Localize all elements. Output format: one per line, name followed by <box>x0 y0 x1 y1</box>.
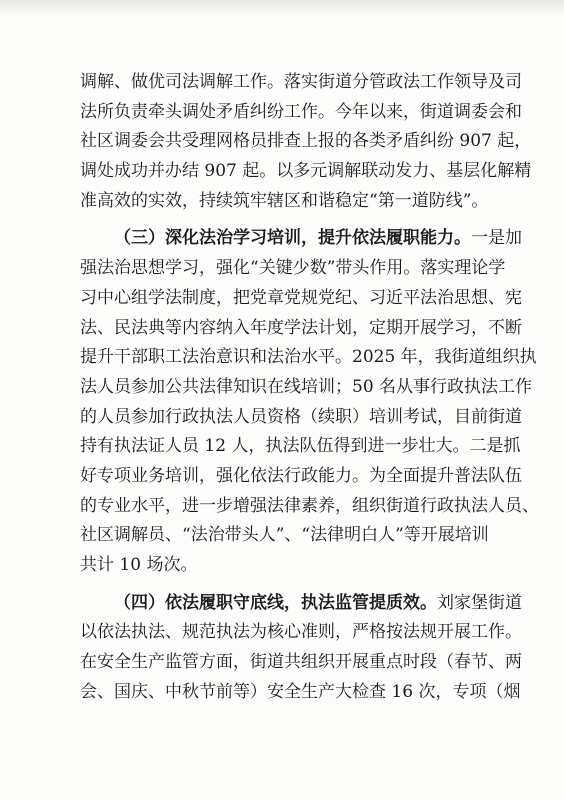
paragraph-1-line: 准高效的实效，持续筑牢辖区和谐稳定“第一道防线”。 <box>80 190 489 211</box>
paragraph-1-line: 调解、做优司法调解工作。落实街道分管政法工作领导及司 <box>80 72 522 92</box>
paragraph-1-line: 社区调委会共受理网格员排查上报的各类矛盾纠纷 907 起， <box>80 131 532 152</box>
paragraph-2-line: 好专项业务培训，强化依法行政能力。为全面提升普法队伍 <box>80 465 522 486</box>
paragraph-1-line: 调处成功并办结 907 起。以多元调解联动发力、基层化解精 <box>80 161 532 182</box>
paragraph-2-line: 法人员参加公共法律知识在线培训；50 名从事行政执法工作 <box>80 376 533 397</box>
section-heading-4: （四）依法履职守底线，执法监管提质效。 <box>114 592 437 613</box>
paragraph-3-line: 会、国庆、中秋节前等）安全生产大检查 16 次，专项（烟 <box>80 681 521 702</box>
paragraph-2-line: 的专业水平，进一步增强法律素养，组织街道行政执法人员、 <box>80 495 539 516</box>
paragraph-2-first-line: （三）深化法治学习培训，提升依法履职能力。一是加 <box>114 228 522 249</box>
page-top-shadow <box>0 0 564 18</box>
paragraph-3-first-line: （四）依法履职守底线，执法监管提质效。刘家堡街道 <box>114 592 522 613</box>
paragraph-3-line: 以依法执法、规范执法为核心准则，严格按法规开展工作。 <box>80 622 522 643</box>
paragraph-1-line: 法所负责牵头调处矛盾纠纷工作。今年以来，街道调委会和 <box>80 101 522 122</box>
paragraph-2-line: 共计 10 场次。 <box>80 555 198 575</box>
paragraph-2-line: 社区调解员、“法治带头人”、“法律明白人”等开展培训 <box>80 525 489 546</box>
paragraph-2-line: 的人员参加行政执法人员资格（续职）培训考试，目前街道 <box>80 406 522 427</box>
document-body <box>0 68 564 707</box>
paragraph-2-line: 法、民法典等内容纳入年度学法计划，定期开展学习，不断 <box>80 317 522 338</box>
paragraph-2-line: 持有执法证人员 12 人，执法队伍得到进一步壮大。二是抓 <box>80 436 521 457</box>
paragraph-2-line: 提升干部职工法治意识和法治水平。2025 年，我街道组织执 <box>80 347 537 368</box>
paragraph-2-line: 强法治思想学习，强化“关键少数”带头作用。落实理论学 <box>80 258 506 279</box>
paragraph-2-line: 习中心组学法制度，把党章党规党纪、习近平法治思想、宪 <box>80 287 522 308</box>
paragraph-3-line: 在安全生产监管方面，街道共组织开展重点时段（春节、两 <box>80 652 522 673</box>
section-heading-3: （三）深化法治学习培训，提升依法履职能力。 <box>114 228 471 249</box>
